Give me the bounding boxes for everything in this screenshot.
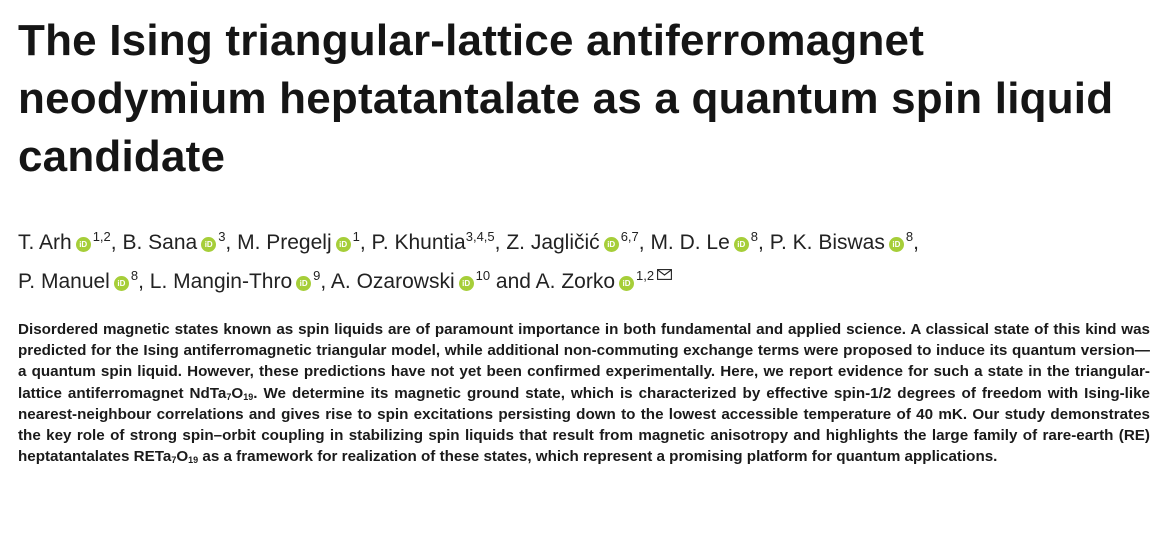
author-separator: , [913, 231, 919, 254]
author [150, 270, 321, 293]
author-name[interactable]: B. Sana [122, 231, 198, 254]
author-separator: , [494, 231, 507, 254]
author [536, 270, 672, 293]
author-separator: , [758, 231, 770, 254]
abstract-text: as a framework for realization of these states, which represent a promising platform for quantum applications. [198, 448, 998, 466]
affiliation-superscript: 8 [750, 229, 759, 244]
author-separator: , [225, 231, 238, 254]
author-separator: and [490, 270, 536, 293]
abstract-subscript: 19 [243, 391, 254, 402]
author [122, 231, 225, 254]
author [372, 231, 495, 254]
orcid-icon[interactable] [201, 237, 216, 252]
author-name[interactable]: M. D. Le [650, 231, 730, 254]
affiliation-superscript: 10 [475, 268, 491, 283]
orcid-icon[interactable] [619, 276, 634, 291]
author [506, 231, 638, 254]
author-separator: , [138, 270, 150, 293]
author-name[interactable]: P. Khuntia [371, 231, 466, 254]
orcid-icon[interactable] [734, 237, 749, 252]
mail-icon[interactable] [657, 269, 672, 280]
affiliation-superscript: 8 [130, 268, 139, 283]
abstract-subscript: 19 [188, 455, 199, 466]
affiliation-superscript: 1 [352, 229, 360, 244]
abstract-text: . We determine its magnetic ground state, which is characterized by effective spin-1/2 degrees of freedom with Ising-like nearest-neighbour correlations and gives rise to spin excitations persisting down to the lowest accessible temperature of 40 mK. Our study demonstrates the key role of strong spin–orbit coupling in stabilizing spin liquids that result from magnetic anisotropy and highlights the large family of rare-earth (RE) heptatantalates RETa [18, 384, 1150, 466]
author-name[interactable]: L. Mangin-Thro [149, 270, 293, 293]
author [770, 231, 913, 254]
affiliation-superscript: 3 [218, 229, 226, 244]
author [18, 231, 111, 254]
orcid-icon[interactable] [76, 237, 91, 252]
orcid-icon[interactable] [336, 237, 351, 252]
abstract-text: O [176, 448, 189, 466]
affiliation-superscript: 1,2 [636, 268, 655, 283]
affiliation-superscript: 1,2 [92, 229, 111, 244]
author-name[interactable]: P. Manuel [18, 270, 110, 293]
author-name[interactable]: A. Ozarowski [330, 270, 455, 293]
affiliation-superscript: 8 [905, 229, 914, 244]
abstract-subscript: 7 [226, 391, 232, 402]
orcid-icon[interactable] [604, 237, 619, 252]
author-list [18, 220, 1148, 298]
affiliation-superscript: 6,7 [620, 229, 639, 244]
author-name[interactable]: P. K. Biswas [769, 231, 885, 254]
author [237, 231, 360, 254]
author [650, 231, 758, 254]
affiliation-superscript: 9 [313, 268, 321, 283]
affiliation-superscript: 3,4,5 [465, 229, 495, 244]
author-separator: , [359, 231, 372, 254]
abstract-text: Disordered magnetic states known as spin liquids are of paramount importance in both fundamental and applied science. A classical state of this kind was predicted for the Ising antiferromagnetic triangular model, while additional non-commuting exchange terms were proposed to induce its quantum version—a quantum spin liquid. However, these predictions have not yet been confirmed experimentally. Here, we report evidence for such a state in the triangular-lattice antiferromagnet NdTa [18, 321, 1150, 402]
orcid-icon[interactable] [296, 276, 311, 291]
orcid-icon[interactable] [889, 237, 904, 252]
author-name[interactable]: A. Zorko [535, 270, 616, 293]
author-separator: , [638, 231, 651, 254]
author-separator: , [110, 231, 123, 254]
abstract-text: O [231, 384, 244, 402]
author [18, 270, 138, 293]
abstract [18, 319, 1150, 467]
abstract-subscript: 7 [171, 455, 177, 466]
orcid-icon[interactable] [459, 276, 474, 291]
paper-title: The Ising triangular-lattice antiferromagnet neodymium heptatantalate as a quantum spin liquid candidate [18, 16, 1114, 181]
author [331, 270, 490, 293]
author-separator: , [320, 270, 331, 293]
orcid-icon[interactable] [114, 276, 129, 291]
author-name[interactable]: Z. Jagličić [506, 231, 600, 254]
author-name[interactable]: M. Pregelj [237, 231, 332, 254]
author-name[interactable]: T. Arh [18, 231, 72, 254]
